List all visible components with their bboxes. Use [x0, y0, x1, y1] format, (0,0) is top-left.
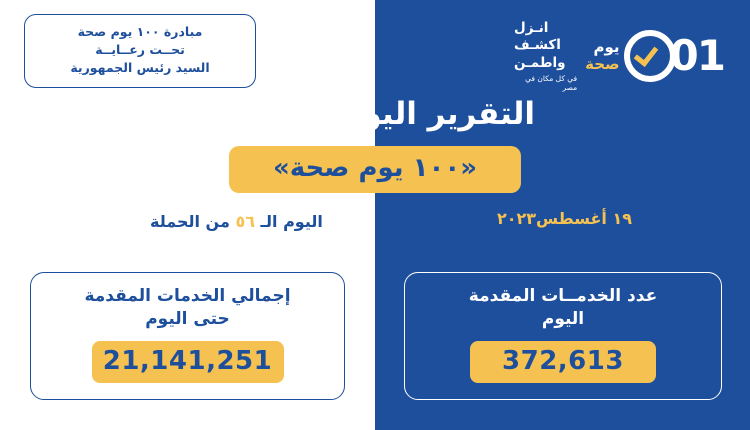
logo-slogan-line-2: اكشـف — [514, 37, 561, 54]
initiative-badge — [24, 14, 256, 88]
initiative-badge-line-3: السيد رئيس الجمهورية — [70, 60, 210, 76]
logo-slogan-small: في كل مكان في مصر — [525, 73, 578, 92]
stat-card-total-value: 21,141,251 — [92, 341, 284, 383]
stat-card-today-label — [405, 285, 721, 331]
campaign-day-prefix: اليوم الـ — [260, 212, 323, 231]
logo-digit-zero: 0 — [669, 31, 697, 80]
logo-word-bottom: صحة — [585, 55, 620, 73]
logo-slogan-line-3: واطمـن — [514, 54, 566, 71]
logo-digit-one: 1 — [696, 31, 724, 80]
stat-card-total-label-line-1: إجمالي الخدمات المقدمة — [84, 286, 291, 306]
initiative-badge-line-2: تحــت رعــايــة — [95, 42, 185, 58]
initiative-badge-line-1: مبادرة ١٠٠ يوم صحة — [77, 24, 203, 39]
logo-100-mark — [624, 30, 724, 82]
stat-card-total-label-line-2: حتى اليوم — [145, 308, 230, 329]
campaign-day-label — [150, 212, 323, 231]
campaign-day-suffix: من الحملة — [150, 212, 230, 231]
report-date: ١٩ أغسطس٢٠٢٣ — [496, 209, 632, 228]
stat-card-total-services — [30, 272, 345, 400]
campaign-logo — [514, 10, 724, 102]
stat-card-today-value: 372,613 — [470, 341, 656, 383]
logo-check-ring-icon — [624, 30, 676, 82]
campaign-day-number: ٥٦ — [235, 212, 255, 231]
stat-card-total-label — [31, 285, 344, 331]
stat-card-today-services — [404, 272, 722, 400]
logo-word-top: يوم — [593, 38, 620, 57]
logo-words — [585, 39, 619, 73]
logo-slogan — [514, 20, 577, 92]
logo-slogan-line-1: انـزل — [514, 20, 549, 37]
page-title: التقرير اليومي لحملة — [214, 96, 536, 132]
page-title-pill: «١٠٠ يوم صحة» — [229, 146, 521, 193]
stat-card-today-label-line-1: عدد الخدمــات المقدمة — [468, 286, 658, 306]
stat-card-today-label-line-2: اليوم — [541, 308, 585, 329]
